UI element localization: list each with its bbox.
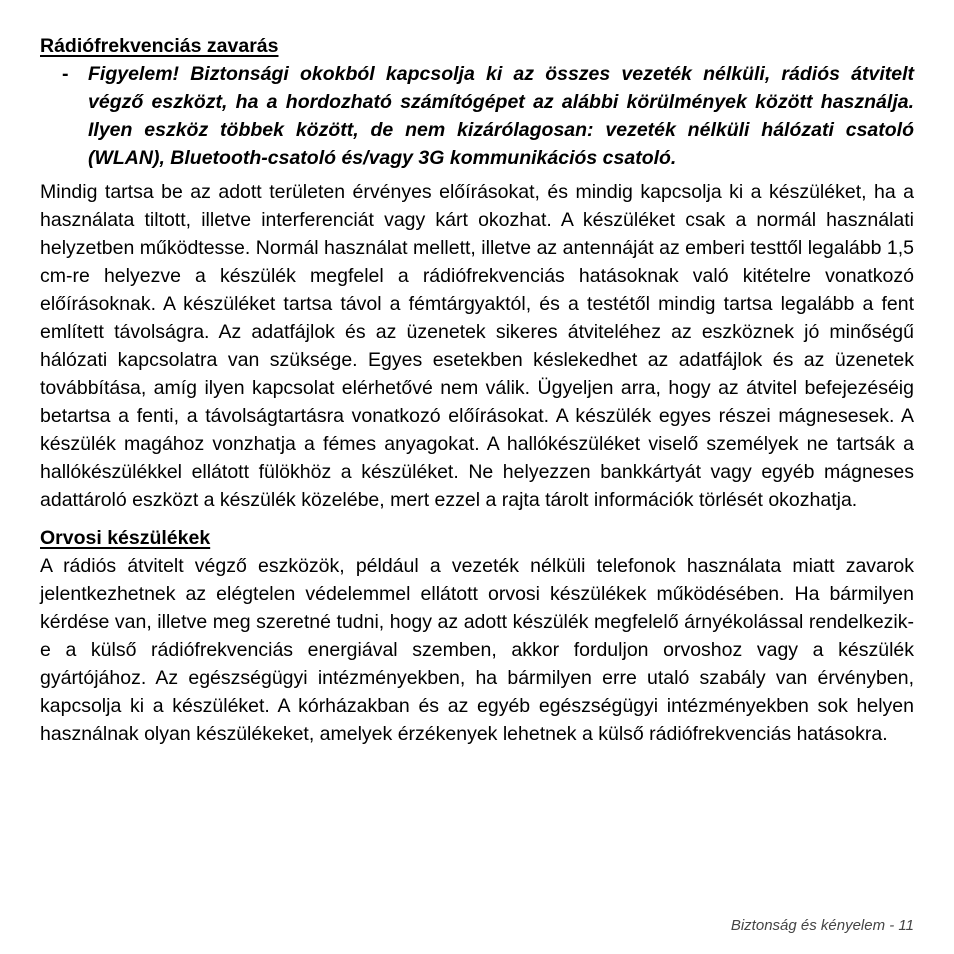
paragraph-medical-devices: A rádiós átvitelt végző eszközök, például a vezeték nélküli telefonok használata miatt zavarok jelentkezhetnek az elégtelen védelemmel ellátott orvosi készülékek működésében. Ha bármilyen kérdése van, illetve meg szeretné tudni, hogy az adott készülék megfelelő árnyékolással rendelkezik-e a külső rádiófrekvenciás energiával szemben, akkor forduljon orvoshoz vagy a készülék gyártójához. Az egészségügyi intézményekben, ha bármilyen erre utaló szabály van érvényben, kapcsolja ki a készüléket. A kórházakban és az egyéb egészségügyi intézményekben sok helyen használnak olyan készülékeket, amelyek érzékenyek lehetnek a külső rádiófrekvenciás hatásokra. xyxy=(40,555,914,745)
section-medical-devices xyxy=(40,524,914,748)
list-dash: - xyxy=(62,63,69,85)
section-heading-medical-devices: Orvosi készülékek xyxy=(40,527,211,549)
paragraph-radio-interference: Mindig tartsa be az adott területen érvényes előírásokat, és mindig kapcsolja ki a készüléket, ha a használata tiltott, illetve interferenciát vagy kárt okozhat. A készüléket csak a normál használati helyzetben működtesse. Normál használat mellett, illetve az antennáját az emberi testtől legalább 1,5 cm-re helyezve a készülék megfelel a rádiófrekvenciás hatásoknak való kitételre vonatkozó előírásoknak. A készüléket tartsa távol a fémtárgyaktól, és a testétől mindig tartsa legalább a fent említett távolságra. Az adatfájlok és az üzenetek sikeres átviteléhez az eszköznek jó minőségű hálózati kapcsolatra van szüksége. Egyes esetekben késlekedhet az adatfájlok és az üzenetek továbbítása, amíg ilyen kapcsolat elérhetővé nem válik. Ügyeljen arra, hogy az átvitel befejezéséig betartsa a fenti, a távolságtartásra vonatkozó előírásokat. A készülék egyes részei mágnesesek. A készülék magához vonzhatja a fémes anyagokat. A hallókészüléket viselő személyek ne tartsák a hallókészülékkel ellátott fülökhöz a készüléket. Ne helyezzen bankkártyát vagy egyéb mágneses adattároló eszközt a készülék közelébe, mert ezzel a rajta tárolt információk törlését okozhatja. xyxy=(40,181,914,511)
section-heading-radio-interference: Rádiófrekvenciás zavarás xyxy=(40,35,279,57)
page-footer: Biztonság és kényelem - 11 xyxy=(730,917,914,934)
document-page xyxy=(40,32,914,756)
warning-list-item xyxy=(40,60,914,172)
warning-text: Figyelem! Biztonsági okokból kapcsolja ki az összes vezeték nélküli, rádiós átvitelt végző eszközt, ha a hordozható számítógépet az alábbi körülmények között használja. Ilyen eszköz többek között, de nem kizárólagosan: vezeték nélküli hálózati csatoló (WLAN), Bluetooth-csatoló és/vagy 3G kommunikációs csatoló. xyxy=(88,63,914,169)
